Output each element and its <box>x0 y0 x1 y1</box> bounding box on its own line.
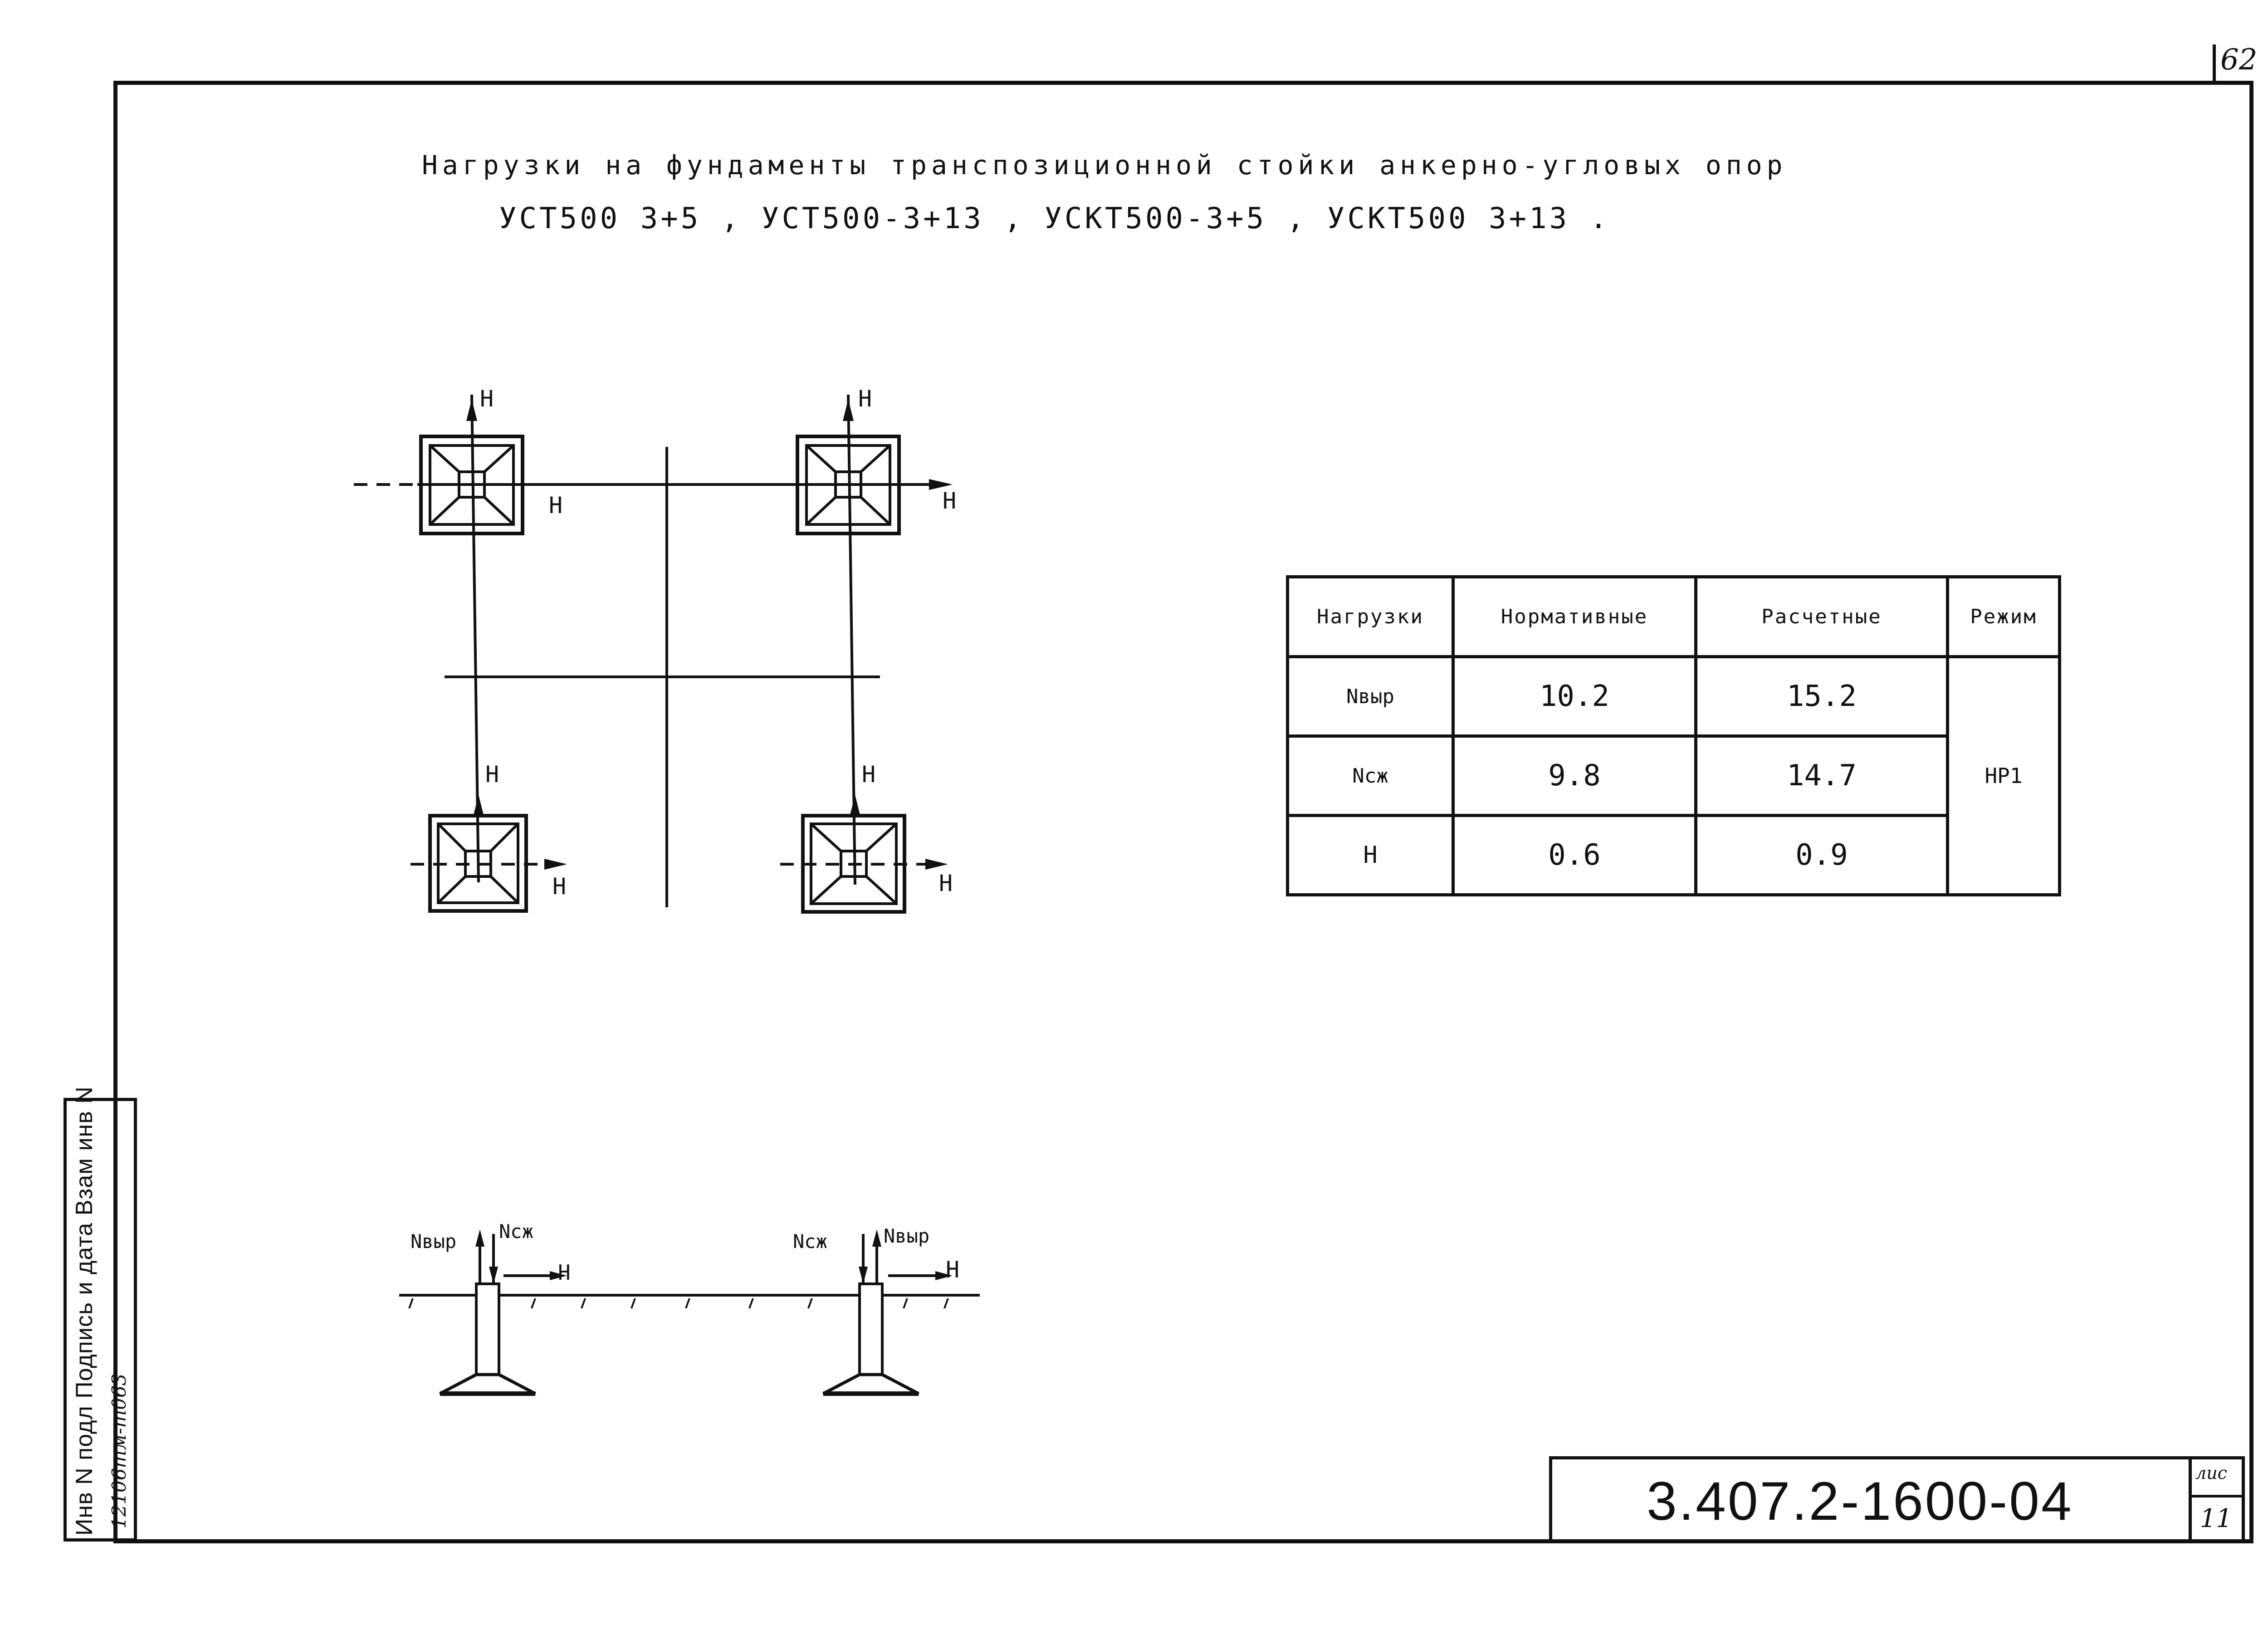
arrow-right-bottom-right <box>925 859 948 870</box>
section-label-right-h: Н <box>946 1257 960 1283</box>
force-label-top-right-h: Н <box>943 488 957 514</box>
table-row <box>1288 657 2060 736</box>
table-row <box>1288 736 2060 816</box>
cell-normative: 10.2 <box>1453 657 1696 736</box>
stamp-inventory-number: 12106тм-т063 <box>108 1373 130 1529</box>
arrow-up-bottom-right <box>850 795 860 817</box>
section-label-right-push: Nсж <box>793 1230 827 1253</box>
left-pedestal <box>476 1284 499 1375</box>
sheet-number: 62 <box>2220 43 2258 77</box>
cell-design: 0.9 <box>1696 816 1948 895</box>
page-title: Нагрузки на фундаменты транспозиционной стойки анкерно-угловых опор <box>422 150 1787 181</box>
document-code: 3.407.2-1600-04 <box>1647 1471 2073 1532</box>
arrow-pull-right <box>872 1229 881 1247</box>
arrow-up-top-left <box>466 399 477 421</box>
force-label-top-left-h: Н <box>549 492 563 519</box>
header-loads: Нагрузки <box>1288 577 1453 657</box>
arrow-pull-left <box>475 1229 484 1247</box>
cell-normative: 9.8 <box>1453 736 1696 816</box>
force-label-bottom-left-h: Н <box>552 873 567 900</box>
force-label-bottom-right: Н <box>862 761 876 788</box>
force-label-bottom-left: Н <box>485 761 499 788</box>
stamp-fields: Инв N подл Подпись и дата Взам инв N <box>71 1086 98 1536</box>
arrow-up-bottom-left <box>473 795 484 817</box>
right-footing <box>823 1375 919 1394</box>
header-regime: Режим <box>1948 577 2060 657</box>
sheet-value: 11 <box>2200 1504 2233 1533</box>
force-label-top-left: Н <box>480 386 494 412</box>
arrow-right-bottom-left <box>544 859 567 870</box>
section-label-left-h: Н <box>558 1260 571 1285</box>
header-normative: Нормативные <box>1453 577 1696 657</box>
section-label-right-pull: Nвыр <box>884 1225 930 1247</box>
arrow-up-top-right <box>843 399 854 421</box>
sheet-label: лис <box>2195 1463 2227 1483</box>
loads-table <box>1286 575 2061 896</box>
cell-load: Nсж <box>1288 736 1453 816</box>
table-header-row <box>1288 577 2060 657</box>
force-label-bottom-right-h: Н <box>939 870 953 896</box>
right-pedestal <box>860 1284 882 1375</box>
sheet-box-divider <box>2189 1495 2245 1498</box>
arrow-push-left <box>489 1267 498 1284</box>
page-subtitle: УСТ500 3+5 , УСТ500-3+13 , УСКТ500-3+5 , УСКТ500 3+13 . <box>499 202 1610 235</box>
cell-design: 14.7 <box>1696 736 1948 816</box>
cell-design: 15.2 <box>1696 657 1948 736</box>
force-label-top-right: Н <box>858 386 872 412</box>
cell-regime: НР1 <box>1948 657 2060 895</box>
header-design: Расчетные <box>1696 577 1948 657</box>
section-label-left-push: Nсж <box>499 1220 533 1243</box>
left-footing <box>440 1375 535 1394</box>
section-view <box>399 1234 980 1394</box>
cell-load: Nвыр <box>1288 657 1453 736</box>
arrow-push-right <box>859 1267 868 1284</box>
table-row <box>1288 816 2060 895</box>
cell-normative: 0.6 <box>1453 816 1696 895</box>
cell-load: Н <box>1288 816 1453 895</box>
section-label-left-pull: Nвыр <box>411 1230 457 1253</box>
